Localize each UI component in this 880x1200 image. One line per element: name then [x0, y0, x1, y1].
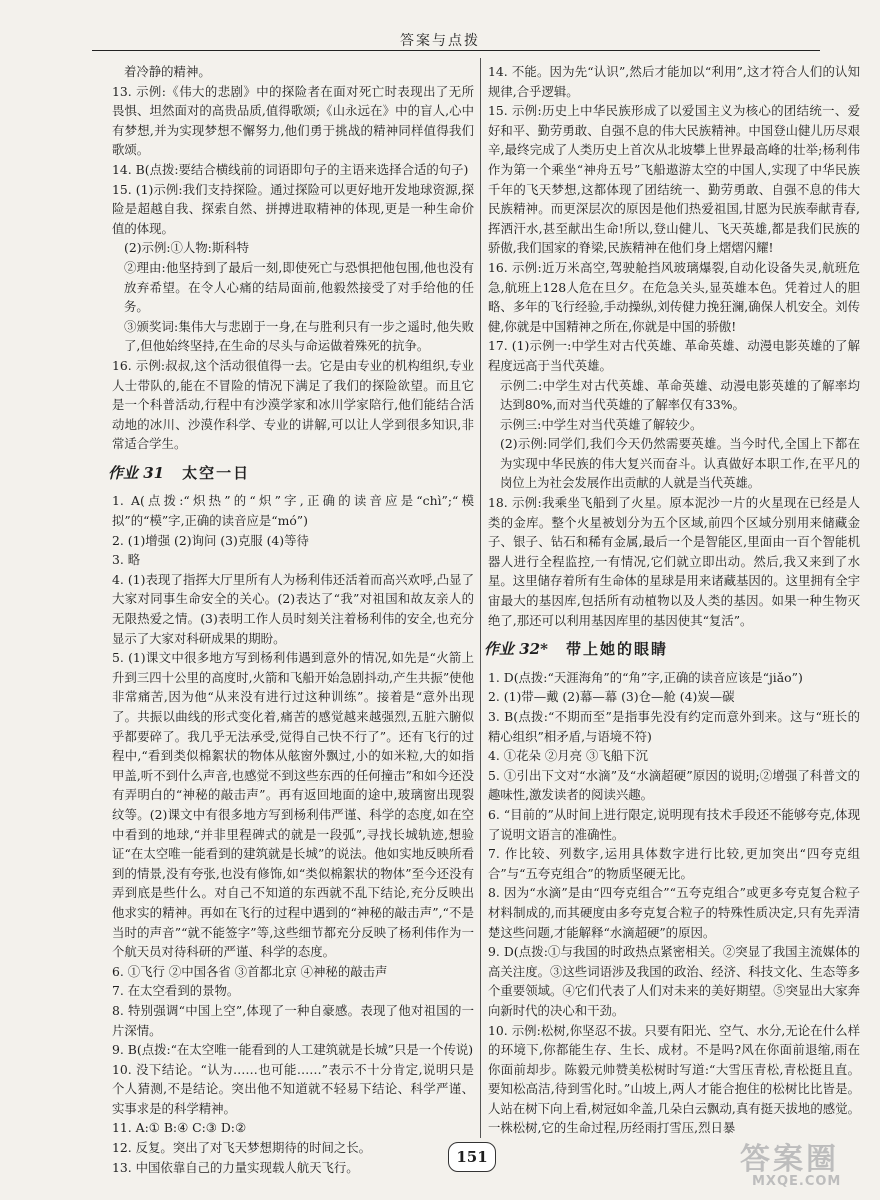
answer-paragraph: 15. 示例:历史上中华民族形成了以爱国主义为核心的团结统一、爱好和平、勤劳勇敢、自强不息的伟大民族精神。中国登山健儿历尽艰辛,最终完成了人类历史上首次从北坡攀上世界最高峰的壮举;杨利伟作为第一个乘坐“神舟五号”飞船遨游太空的中国人,实现了中华民族千年的飞天梦想,这都体现了团结统一、勤劳勇敢、自强不息的伟大民族精神。而更深层次的原因是他们热爱祖国,甘愿为民族奉献青春,挥洒汗水,甚至献出生命!所以,登山健儿、飞天英雄,都是我们民族的骄傲,我们国家的脊梁,民族精神在他们身上熠熠闪耀! — [488, 103, 860, 256]
answer-paragraph: 16. 示例:叔叔,这个活动很值得一去。它是由专业的机构组织,专业人士带队的,能在不冒险的情况下满足了我们的探险欲望。而且它是一个科普活动,行程中有沙漠学家和冰川学家陪行,他们能结合活动地的冰川、沙漠作科学、专业的讲解,可以让人学到很多知识,非常适合学生。 — [112, 357, 474, 452]
section-title — [108, 464, 474, 484]
left-column — [108, 62, 474, 1177]
watermark-url: MXQE.COM — [752, 1174, 842, 1189]
answer-paragraph: 4. (1)表现了指挥大厅里所有人为杨利伟还活着而高兴欢呼,凸显了大家对同事生命安全的关心。(2)表达了“我”对祖国和故友亲人的无限热爱之情。(3)表明工作人员时刻关注着杨利伟的安全,也充分显示了大家对科研成果的期盼。 — [112, 571, 474, 646]
watermark — [740, 1132, 870, 1192]
answer-paragraph: 7. 作比较、列数字,运用具体数字进行比较,更加突出“四夸克组合”与“五夸克组合”的物质坚硬无比。 — [488, 846, 860, 881]
answer-paragraph: ②理由:他坚持到了最后一刻,即使死亡与恐惧把他包围,他也没有放弃希望。在令人心痛的结局面前,他毅然接受了对手给他的任务。 — [124, 259, 474, 315]
answer-paragraph: 3. 略 — [112, 552, 141, 568]
answer-paragraph: 着冷静的精神。 — [124, 64, 211, 79]
answer-paragraph: 13. 中国依靠自己的力量实现载人航天飞行。 — [112, 1159, 359, 1175]
answer-paragraph: 8. 因为“水滴”是由“四夸克组合”“五夸克组合”或更多夸克复合粒子材料制成的,而其硬度由多夸克复合粒子的特殊性质决定,只有先弄清楚这些问题,才能解释“水滴超硬”的原因。 — [488, 885, 860, 940]
answer-paragraph: (2)示例:同学们,我们今天仍然需要英雄。当今时代,全国上下都在为实现中华民族的伟大复兴而奋斗。认真做好本职工作,在平凡的岗位上为社会发展作出贡献的人就是当代英雄。 — [500, 436, 860, 491]
header-rule — [92, 50, 820, 51]
section-number: 作业 32* — [484, 640, 548, 659]
answer-paragraph: 9. B(点拨:“在太空唯一能看到的人工建筑就是长城”只是一个传说) — [112, 1042, 474, 1058]
answer-paragraph: 8. 特别强调“中国上空”,体现了一种自豪感。表现了他对祖国的一片深情。 — [112, 1002, 474, 1038]
answer-paragraph: 9. D(点拨:①与我国的时政热点紧密相关。②突显了我国主流媒体的高关注度。③这些词语涉及我国的政治、经济、科技文化、生态等多个重要领域。④它们代表了人们对未来的美好期望。⑤突显出大家奔向新时代的决心和干劲。 — [488, 944, 860, 1018]
section-number: 作业 31 — [108, 463, 165, 482]
answer-paragraph: 6. ①飞行 ②中国各省 ③首都北京 ④神秘的敲击声 — [112, 963, 388, 979]
answer-paragraph: 11. A:① B:④ C:③ D:② — [112, 1120, 247, 1136]
page-number: 151 — [448, 1142, 496, 1172]
answer-paragraph: 18. 示例:我乘坐飞船到了火星。原本泥沙一片的火星现在已经是人类的金库。整个火星被划分为五个区域,前四个区域分别用来储藏金子、银子、钻石和稀有金属,最后一个是智能区,里面由一百个智能机器人进行全程监控,一有情况,它们就立即出动。然后,我又来到了水星。这里储存着所有生命体的星球是用来诸藏基因的。这里拥有全宇宙最大的基因库,包括所有动植物以及人类的基因。如果一种生物灭绝了,那还可以利用基因库里的基因使其“复活”。 — [488, 495, 860, 628]
answer-paragraph: 15. (1)示例:我们支持探险。通过探险可以更好地开发地球资源,探险是超越自我、探索自然、拼搏进取精神的体现,更是一种生命价值的体现。 — [112, 181, 474, 236]
watermark-logo: 答案圈 — [740, 1142, 839, 1177]
answer-paragraph: 13. 示例:《伟大的悲剧》中的探险者在面对死亡时表现出了无所畏惧、坦然面对的高贵品质,值得歌颂;《山永远在》中的盲人,心中有梦想,并为实现梦想不懈努力,他们勇于挑战的精神同样值得我们歌颂。 — [112, 83, 474, 158]
page-header — [0, 0, 880, 52]
answer-paragraph: 14. B(点拨:要结合横线前的词语即句子的主语来选择合适的句子) — [112, 161, 469, 177]
answer-paragraph: 7. 在太空看到的景物。 — [112, 983, 240, 999]
answer-paragraph: ③颁奖词:集伟大与悲剧于一身,在与胜利只有一步之遥时,他失败了,但他始终坚持,在生命的尽头与命运做着殊死的抗争。 — [124, 318, 474, 354]
answer-paragraph: 6. “目前的”从时间上进行限定,说明现有技术手段还不能够夸克,体现了说明文语言的准确性。 — [488, 806, 860, 842]
answer-paragraph: 14. 不能。因为先“认识”,然后才能加以“利用”,这才符合人们的认知规律,合乎逻辑。 — [488, 64, 860, 99]
section-name: 太空一日 — [182, 463, 251, 482]
column-divider — [480, 58, 481, 1138]
answer-paragraph: 4. ①花朵 ②月亮 ③飞船下沉 — [488, 748, 648, 764]
answer-paragraph: 2. (1)带—戴 (2)幕—幕 (3)仓—舱 (4)炭—碳 — [488, 689, 735, 705]
answer-paragraph: 16. 示例:近万米高空,驾驶舱挡风玻璃爆裂,自动化设备失灵,航班危急,航班上128人危在旦夕。在危急关头,显英雄本色。凭着过人的胆略、多年的飞行经验,手动操纵,刘传健力挽狂澜,确保人机安全。刘传健,你就是中国精神之所在,你就是中国的骄傲! — [488, 259, 860, 334]
answer-paragraph: 示例二:中学生对古代英雄、革命英雄、动漫电影英雄的了解率均达到80%,而对当代英雄的了解率仅有33%。 — [500, 377, 860, 413]
answer-paragraph: 10. 没下结论。“认为……也可能……”表示不十分肯定,说明只是个人猜测,不是结论。突出他不知道就不轻易下结论、科学严谨、实事求是的科学精神。 — [112, 1061, 474, 1116]
answer-paragraph: 5. ①引出下文对“水滴”及“水滴超硬”原因的说明;②增强了科普文的趣味性,激发读者的阅读兴趣。 — [488, 767, 860, 803]
answer-paragraph: 3. B(点拨:“不期而至”是指事先没有约定而意外到来。这与“班长的精心组织”相矛盾,与语境不符) — [488, 709, 860, 744]
answer-paragraph: 1. A(点拨:“炽热”的“炽”字,正确的读音应是“chì”;“模拟”的“模”字,正确的读音应是“mó”) — [112, 493, 474, 529]
answer-paragraph: 2. (1)增强 (2)询问 (3)克服 (4)等待 — [112, 532, 309, 548]
right-column — [484, 62, 860, 1138]
answer-paragraph: 5. (1)课文中很多地方写到杨利伟遇到意外的情况,如先是“火箭上升到三四十公里的高度时,火箭和飞船开始急剧抖动,产生共振”使他非常痛苦,因为他“从来没有进行过这种训练”。接着是“意外出现了。共振以曲线的形式变化着,痛苦的感觉越来越强烈,五脏六腑似乎都要碎了。我几乎无法承受,觉得自己快不行了”。还有飞行的过程中,“看到类似棉絮状的物体从舷窗外飘过,小的如米粒,大的如指甲盖,听不到什么声音,也感觉不到这些东西的任何撞击”和如今还没有弄明白的“神秘的敲击声”。再有返回地面的途中,玻璃窗出现裂纹等。(2)课文中有很多地方写到杨利伟严谨、科学的态度,如在空中看到的地球,“并非里程碑式的就是一段弧”,寻找长城轨迹,想验证“在太空唯一能看到的建筑就是长城”的说法。他如实地反映所看到的情景,没有夸张,也没有修饰,如“类似棉絮状的物体”至今还没有弄到底是些什么。对自己不知道的东西就不乱下结论,充分反映出他求实的精神。再如在飞行的过程中遇到的“神秘的敲击声”,“不是当时的声音”“就不能签字”等,这些细节都充分反映了杨利伟作为一个航天员对待科研的严谨、科学的态度。 — [112, 650, 474, 960]
answer-paragraph: 1. D(点拨:“天涯海角”的“角”字,正确的读音应该是“jiǎo”) — [488, 669, 803, 685]
header-title: 答案与点拨 — [400, 33, 480, 49]
answer-paragraph: 示例三:中学生对当代英雄了解较少。 — [500, 416, 703, 432]
section-name: 带上她的眼睛 — [565, 640, 668, 659]
answer-paragraph: 12. 反复。突出了对飞天梦想期待的时间之长。 — [112, 1140, 372, 1156]
section-title — [484, 640, 860, 660]
answer-paragraph: (2)示例:①人物:斯科特 — [124, 240, 250, 256]
answer-paragraph: 10. 示例:松树,你坚忍不拔。只要有阳光、空气、水分,无论在什么样的环境下,你都能生存、生长、成材。不是吗?风在你面前退缩,雨在你面前却步。陈毅元帅赞美松树时写道:“大雪压青松,青松挺且直。要知松高洁,待到雪化时。”山坡上,两人才能合抱住的松树比比皆是。人站在树下向上看,树冠如伞盖,几朵白云飘动,真有挺天拔地的感觉。一株松树,它的生命过程,历经雨打雪压,烈日暴 — [488, 1022, 860, 1136]
answer-paragraph: 17. (1)示例一:中学生对古代英雄、革命英雄、动漫电影英雄的了解程度远高于当代英雄。 — [488, 338, 860, 373]
